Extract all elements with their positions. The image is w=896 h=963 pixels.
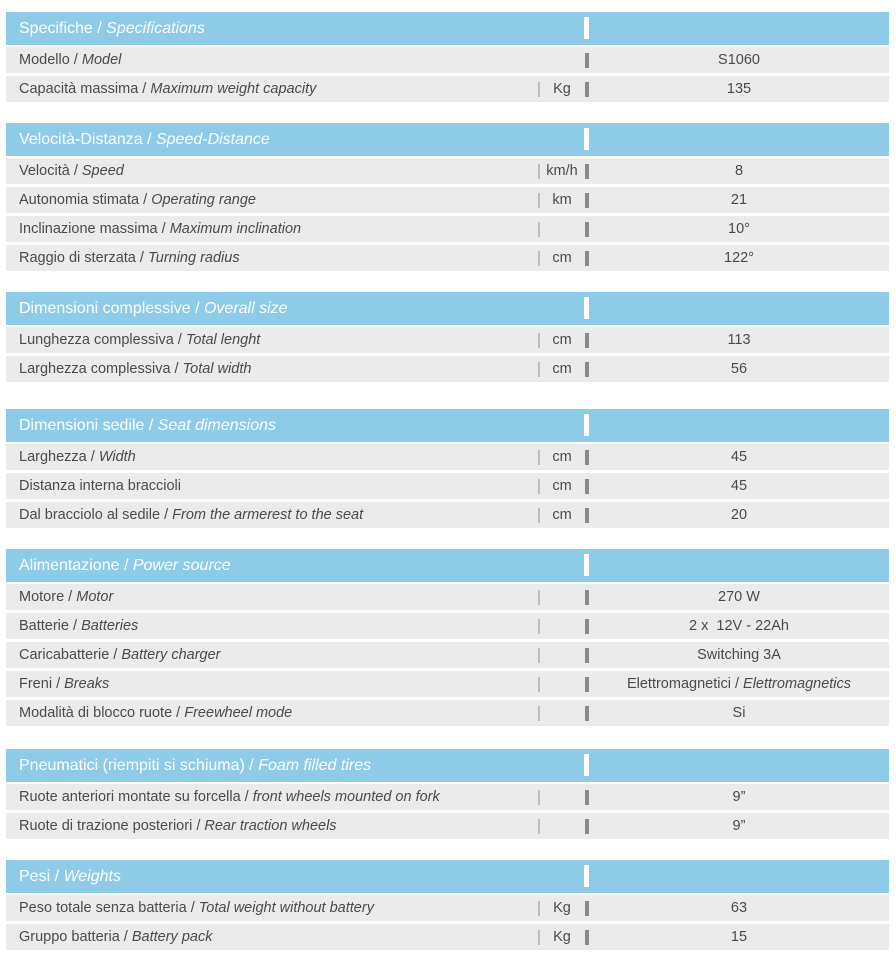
column-divider <box>585 82 589 97</box>
section-seat-dimensions <box>6 409 889 528</box>
unit-divider <box>538 619 540 634</box>
row-value: 20 <box>730 507 748 523</box>
table-row <box>6 47 889 73</box>
row-value: Elettromagnetici / Elettromagnetics <box>626 676 852 692</box>
column-divider <box>585 164 589 179</box>
row-label: Modello / Model <box>19 52 122 68</box>
table-row <box>6 444 889 470</box>
row-value: 56 <box>730 361 748 377</box>
row-label: Freni / Breaks <box>19 676 110 692</box>
row-label: Inclinazione massima / Maximum inclination <box>19 221 302 237</box>
section-foam-filled-tires <box>6 749 889 839</box>
row-value: 135 <box>726 81 752 97</box>
header-marker <box>584 865 589 887</box>
column-divider <box>585 590 589 605</box>
unit-divider <box>538 222 540 237</box>
row-label: Motore / Motor <box>19 589 114 605</box>
row-unit: Kg <box>553 929 571 945</box>
row-unit: Kg <box>553 900 571 916</box>
table-row <box>6 700 889 726</box>
row-value: S1060 <box>718 52 760 68</box>
column-divider <box>585 790 589 805</box>
section-title: Pneumatici (riempiti si schiuma) / Foam filled tires <box>19 757 372 774</box>
row-label: Gruppo batteria / Battery pack <box>19 929 213 945</box>
column-divider <box>585 508 589 523</box>
table-row <box>6 584 889 610</box>
section-header <box>6 409 889 442</box>
row-unit: cm <box>552 507 572 523</box>
header-marker <box>584 754 589 776</box>
row-label: Distanza interna braccioli <box>19 478 181 494</box>
section-title: Specifiche / Specifications <box>19 20 205 37</box>
row-label: Dal bracciolo al sedile / From the armerest to the seat <box>19 507 364 523</box>
row-label: Larghezza / Width <box>19 449 136 465</box>
header-marker <box>584 297 589 319</box>
row-unit: cm <box>552 449 572 465</box>
row-value: 45 <box>730 478 748 494</box>
row-label: Lunghezza complessiva / Total lenght <box>19 332 261 348</box>
row-label: Raggio di sterzata / Turning radius <box>19 250 240 266</box>
column-divider <box>585 450 589 465</box>
row-unit: cm <box>552 478 572 494</box>
table-row <box>6 813 889 839</box>
unit-divider <box>538 790 540 805</box>
column-divider <box>585 930 589 945</box>
row-value: 9” <box>732 789 746 805</box>
table-row <box>6 642 889 668</box>
section-header <box>6 860 889 893</box>
row-label: Ruote anteriori montate su forcella / front wheels mounted on fork <box>19 789 440 805</box>
section-title: Dimensioni sedile / Seat dimensions <box>19 417 277 434</box>
table-row <box>6 187 889 213</box>
column-divider <box>585 819 589 834</box>
row-label: Capacità massima / Maximum weight capacity <box>19 81 317 97</box>
section-header <box>6 749 889 782</box>
section-header <box>6 549 889 582</box>
section-weights <box>6 860 889 950</box>
row-label: Modalità di blocco ruote / Freewheel mode <box>19 705 293 721</box>
table-row <box>6 613 889 639</box>
column-divider <box>585 479 589 494</box>
row-unit: cm <box>552 250 572 266</box>
column-divider <box>585 222 589 237</box>
section-title: Velocità-Distanza / Speed-Distance <box>19 131 270 148</box>
column-divider <box>585 648 589 663</box>
row-unit: Kg <box>553 81 571 97</box>
column-divider <box>585 706 589 721</box>
header-marker <box>584 554 589 576</box>
row-unit: km <box>552 192 572 208</box>
column-divider <box>585 193 589 208</box>
row-value: 8 <box>734 163 744 179</box>
section-power-source <box>6 549 889 726</box>
row-unit: cm <box>552 361 572 377</box>
row-label: Autonomia stimata / Operating range <box>19 192 256 208</box>
column-divider <box>585 362 589 377</box>
table-row <box>6 327 889 353</box>
row-value: 2 x 12V - 22Ah <box>689 618 789 634</box>
section-header <box>6 123 889 156</box>
row-label: Peso totale senza batteria / Total weight without battery <box>19 900 374 916</box>
row-value: 21 <box>730 192 748 208</box>
section-overall-size <box>6 292 889 382</box>
table-row <box>6 473 889 499</box>
row-label: Batterie / Batteries <box>19 618 139 634</box>
row-label: Velocità / Speed <box>19 163 124 179</box>
column-divider <box>585 251 589 266</box>
table-row <box>6 245 889 271</box>
row-unit: cm <box>552 332 572 348</box>
table-row <box>6 158 889 184</box>
unit-divider <box>538 706 540 721</box>
header-marker <box>584 128 589 150</box>
row-value: 63 <box>730 900 748 916</box>
row-value: 45 <box>730 449 748 465</box>
unit-divider <box>538 819 540 834</box>
row-label: Larghezza complessiva / Total width <box>19 361 252 377</box>
table-row <box>6 671 889 697</box>
table-row <box>6 784 889 810</box>
column-divider <box>585 53 589 68</box>
row-value: 15 <box>730 929 748 945</box>
header-marker <box>584 17 589 39</box>
unit-divider <box>538 590 540 605</box>
section-title: Dimensioni complessive / Overall size <box>19 300 288 317</box>
row-label: Caricabatterie / Battery charger <box>19 647 221 663</box>
header-marker <box>584 414 589 436</box>
row-value: 9” <box>732 818 746 834</box>
table-row <box>6 216 889 242</box>
unit-divider <box>538 648 540 663</box>
table-row <box>6 924 889 950</box>
row-value: 122° <box>724 250 754 266</box>
table-row <box>6 356 889 382</box>
row-value: Si <box>732 705 746 721</box>
row-value: 270 W <box>718 589 760 605</box>
row-value: 10° <box>728 221 750 237</box>
column-divider <box>585 333 589 348</box>
column-divider <box>585 901 589 916</box>
table-row <box>6 895 889 921</box>
row-unit: km/h <box>546 163 578 179</box>
section-header <box>6 12 889 45</box>
column-divider <box>585 677 589 692</box>
row-value: 113 <box>727 332 751 348</box>
table-row <box>6 76 889 102</box>
row-value: Switching 3A <box>697 647 781 663</box>
section-speed-distance <box>6 123 889 271</box>
unit-divider <box>538 677 540 692</box>
table-row <box>6 502 889 528</box>
row-label: Ruote di trazione posteriori / Rear traction wheels <box>19 818 337 834</box>
section-header <box>6 292 889 325</box>
section-title: Alimentazione / Power source <box>19 557 231 574</box>
section-title: Pesi / Weights <box>19 868 121 885</box>
column-divider <box>585 619 589 634</box>
section-specifications <box>6 12 889 102</box>
